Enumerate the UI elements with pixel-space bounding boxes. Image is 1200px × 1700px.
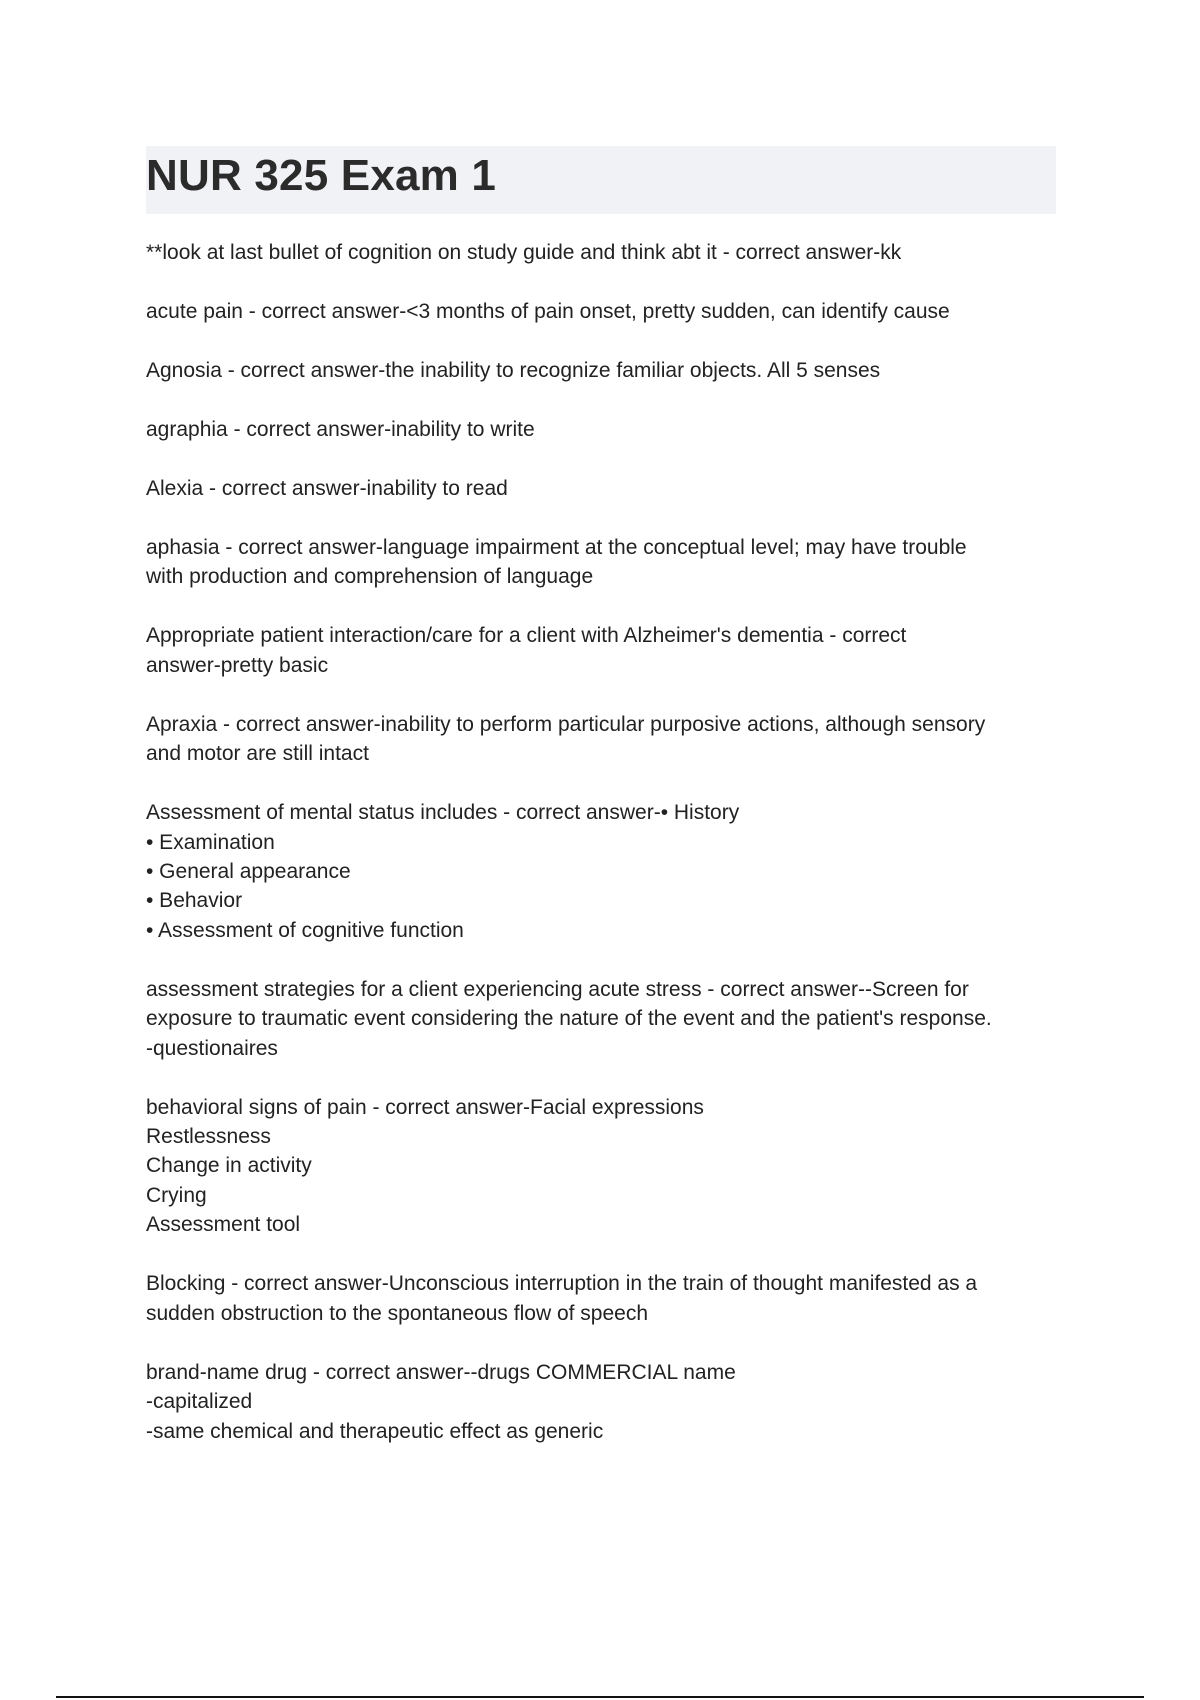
flashcard-entry [146,621,1056,680]
entry-line: • General appearance [146,860,351,884]
entry-line: -questionaires [146,1036,278,1060]
entry-line: Agnosia - correct answer-the inability to recognize familiar objects. All 5 senses [146,359,881,382]
footer-divider [56,1696,1144,1698]
entry-line: Restlessness [146,1125,271,1149]
entry-line: with production and comprehension of language [146,565,594,589]
flashcard-entry [146,1358,1056,1446]
flashcard-entry [146,798,1056,945]
entry-line: -same chemical and therapeutic effect as generic [146,1419,604,1443]
entry-line: and motor are still intact [146,742,369,766]
entry-line: • Assessment of cognitive function [146,918,464,942]
flashcard-entry [146,1269,1056,1328]
flashcard-entry [146,415,1056,444]
flashcard-entry [146,474,1056,503]
flashcard-entry [146,238,1056,267]
entry-line: assessment strategies for a client experiencing acute stress - correct answer--Screen for [146,977,969,1001]
flashcard-entry [146,975,1056,1063]
entry-line: **look at last bullet of cognition on study guide and think abt it - correct answer-kk [146,241,902,264]
entry-line: brand-name drug - correct answer--drugs COMMERCIAL name [146,1360,736,1384]
entry-line: Alexia - correct answer-inability to read [146,477,508,500]
entry-line: Assessment tool [146,1213,301,1237]
flashcard-entry [146,533,1056,592]
entry-line: • Behavior [146,889,243,913]
entry-line: agraphia - correct answer-inability to write [146,418,535,441]
entry-line: acute pain - correct answer-<3 months of pain onset, pretty sudden, can identify cause [146,300,950,323]
flashcard-entry [146,356,1056,385]
entry-line: answer-pretty basic [146,653,329,677]
entry-line: Apraxia - correct answer-inability to perform particular purposive actions, although sensory [146,712,986,736]
entry-line: • Examination [146,830,275,854]
entry-line: Change in activity [146,1154,312,1178]
entry-line: exposure to traumatic event considering the nature of the event and the patient's response. [146,1007,992,1031]
flashcard-list [146,238,1056,1476]
title-banner [146,146,1056,214]
flashcard-entry [146,297,1056,326]
entry-line: sudden obstruction to the spontaneous flow of speech [146,1301,649,1325]
page-title: NUR 325 Exam 1 [146,151,497,200]
entry-line: Crying [146,1183,207,1207]
entry-line: Blocking - correct answer-Unconscious interruption in the train of thought manifested as a [146,1272,978,1296]
entry-line: aphasia - correct answer-language impairment at the conceptual level; may have trouble [146,536,967,559]
entry-line: -capitalized [146,1390,253,1414]
entry-line: behavioral signs of pain - correct answer-Facial expressions [146,1095,704,1119]
entry-line: Assessment of mental status includes - correct answer-• History [146,801,740,825]
flashcard-entry [146,1093,1056,1240]
flashcard-entry [146,710,1056,769]
entry-line: Appropriate patient interaction/care for a client with Alzheimer's dementia - correct [146,624,907,648]
